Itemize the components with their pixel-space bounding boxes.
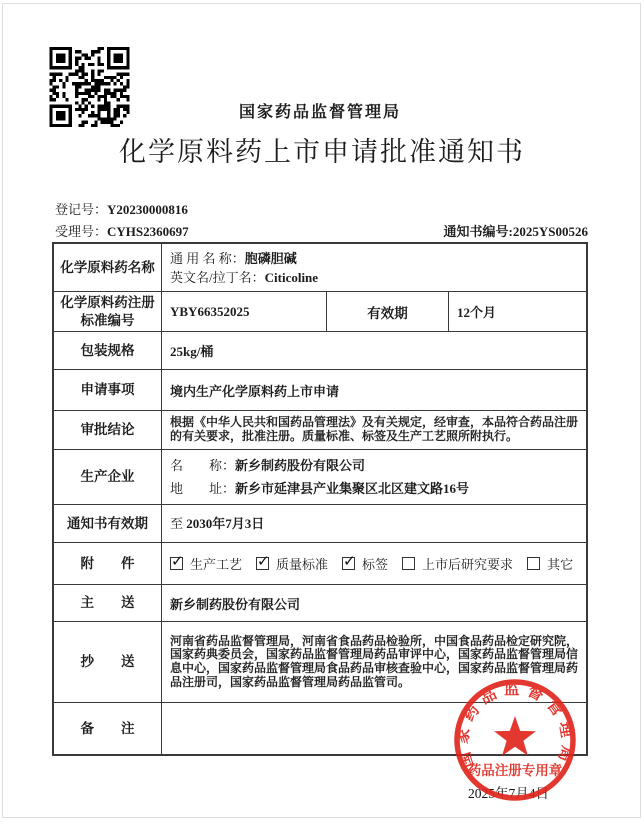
cc-recipients-text: 河南省药品监督管理局，河南省食品药品检验所，中国食品药品检定研究院，国家药典委员会，国家药品监督管理局药品审评中心，国家药品监督管理局信息中心，国家药品监督管理局食品药品审核查验中心，国家药品监督管理局药品注册司，国家药品监督管理局药品监管司。: [170, 633, 579, 689]
manufacturer-content: [162, 450, 586, 504]
attachment-label-label: 标签: [362, 557, 389, 572]
seal-star: [494, 716, 536, 756]
package-spec-label: 包装规格: [54, 332, 162, 369]
notice-validity-prefix: 至: [170, 516, 187, 531]
standard-number-label-line2: 标准编号: [80, 312, 135, 328]
manufacturer-address-label: 地 址：: [170, 481, 236, 496]
seal-bottom-text: 药品注册专用章: [467, 763, 563, 778]
manufacturer-address-line: [170, 479, 578, 498]
approval-conclusion-text: 根据《中华人民共和国药品管理法》及有关规定，经审查，本品符合药品注册的有关要求，批准注册。质量标准、标签及生产工艺照所附执行。: [170, 415, 579, 443]
english-name-line: [170, 268, 578, 287]
official-seal: [450, 676, 580, 808]
row-attachments: [54, 543, 586, 585]
package-spec-value: 25kg/桶: [170, 344, 214, 359]
cc-recipients-label: 抄 送: [54, 622, 162, 702]
row-package-spec: [54, 332, 586, 370]
validity-value: 12个月: [457, 305, 497, 320]
row-standard-number: [54, 292, 586, 332]
attachment-label-other: 其它: [547, 557, 574, 572]
notice-validity-content: [162, 505, 586, 542]
approval-conclusion-label: 审批结论: [54, 411, 162, 449]
validity-label: 有效期: [327, 292, 449, 331]
generic-name-line: [170, 249, 578, 268]
acceptance-number-line: [55, 221, 189, 240]
standard-number-value: YBY66352025: [162, 292, 327, 331]
notice-validity-line: [170, 514, 578, 533]
generic-name-label: 通 用 名 称：: [170, 250, 245, 266]
row-manufacturer: [54, 450, 586, 505]
issue-date: 2025年7月4日: [468, 786, 549, 801]
drug-name-content: [162, 244, 586, 291]
row-application-item: [54, 370, 586, 411]
registration-number-label: 登记号：: [55, 202, 108, 217]
row-notice-validity: [54, 505, 586, 543]
notice-number-value: 2025YS00526: [512, 224, 588, 239]
english-name-value: Citicoline: [264, 269, 319, 285]
acceptance-number-label: 受理号：: [55, 224, 108, 239]
row-main-recipient: [54, 585, 586, 622]
generic-name-value: 胞磷胆碱: [244, 250, 297, 266]
manufacturer-label: 生产企业: [54, 450, 162, 504]
application-item-value: 境内生产化学原料药上市申请: [170, 383, 340, 399]
main-recipient-value: 新乡制药股份有限公司: [170, 596, 301, 612]
approval-conclusion-content: [162, 411, 586, 449]
remarks-label: 备 注: [54, 703, 162, 754]
attachment-item: [402, 554, 513, 573]
application-item-label: 申请事项: [54, 370, 162, 410]
checkbox-other: [527, 557, 540, 570]
attachment-item: [170, 554, 242, 573]
document-title: 化学原料药上市申请批准通知书: [119, 137, 525, 167]
checkbox-post-marketing-study: [402, 557, 415, 570]
row-drug-name: [54, 244, 586, 292]
notice-number-label: 通知书编号:: [443, 224, 513, 239]
row-approval-conclusion: [54, 411, 586, 450]
attachment-label-quality-standard: 质量标准: [276, 557, 329, 572]
manufacturer-name-label: 名 称：: [170, 458, 236, 473]
attachment-item: [342, 554, 388, 573]
english-name-label: 英文名/拉丁名：: [170, 269, 265, 285]
manufacturer-address-value: 新乡市延津县产业集聚区北区建文路16号: [235, 481, 470, 496]
acceptance-number-value: CYHS2360697: [107, 224, 189, 239]
main-recipient-label: 主 送: [54, 585, 162, 621]
registration-number-line: [55, 199, 188, 218]
registration-number-value: Y20230000816: [107, 202, 188, 217]
notice-number-line: [444, 221, 588, 240]
attachments-content: [162, 543, 586, 584]
notice-validity-value: 2030年7月3日: [186, 516, 265, 531]
attachments-line: [170, 554, 578, 573]
manufacturer-name-line: [170, 456, 578, 475]
notice-validity-label: 通知书有效期: [54, 505, 162, 542]
checkbox-label: [342, 557, 355, 570]
attachment-item: [256, 554, 328, 573]
attachment-label-production-process: 生产工艺: [190, 557, 243, 572]
standard-number-label: [54, 292, 162, 331]
attachment-label-post-marketing-study: 上市后研究要求: [422, 557, 514, 572]
manufacturer-name-value: 新乡制药股份有限公司: [235, 458, 366, 473]
issuing-authority-title: 国家药品监督管理局: [238, 104, 401, 121]
checkbox-quality-standard: [256, 557, 269, 570]
seal-ring-text: 国家药品监督管理局: [454, 681, 576, 770]
drug-name-label: 化学原料药名称: [54, 244, 162, 291]
checkbox-production-process: [170, 557, 183, 570]
attachment-item: [527, 554, 573, 573]
standard-number-label-line1: 化学原料药注册: [60, 294, 155, 310]
attachments-label: 附 件: [54, 543, 162, 584]
